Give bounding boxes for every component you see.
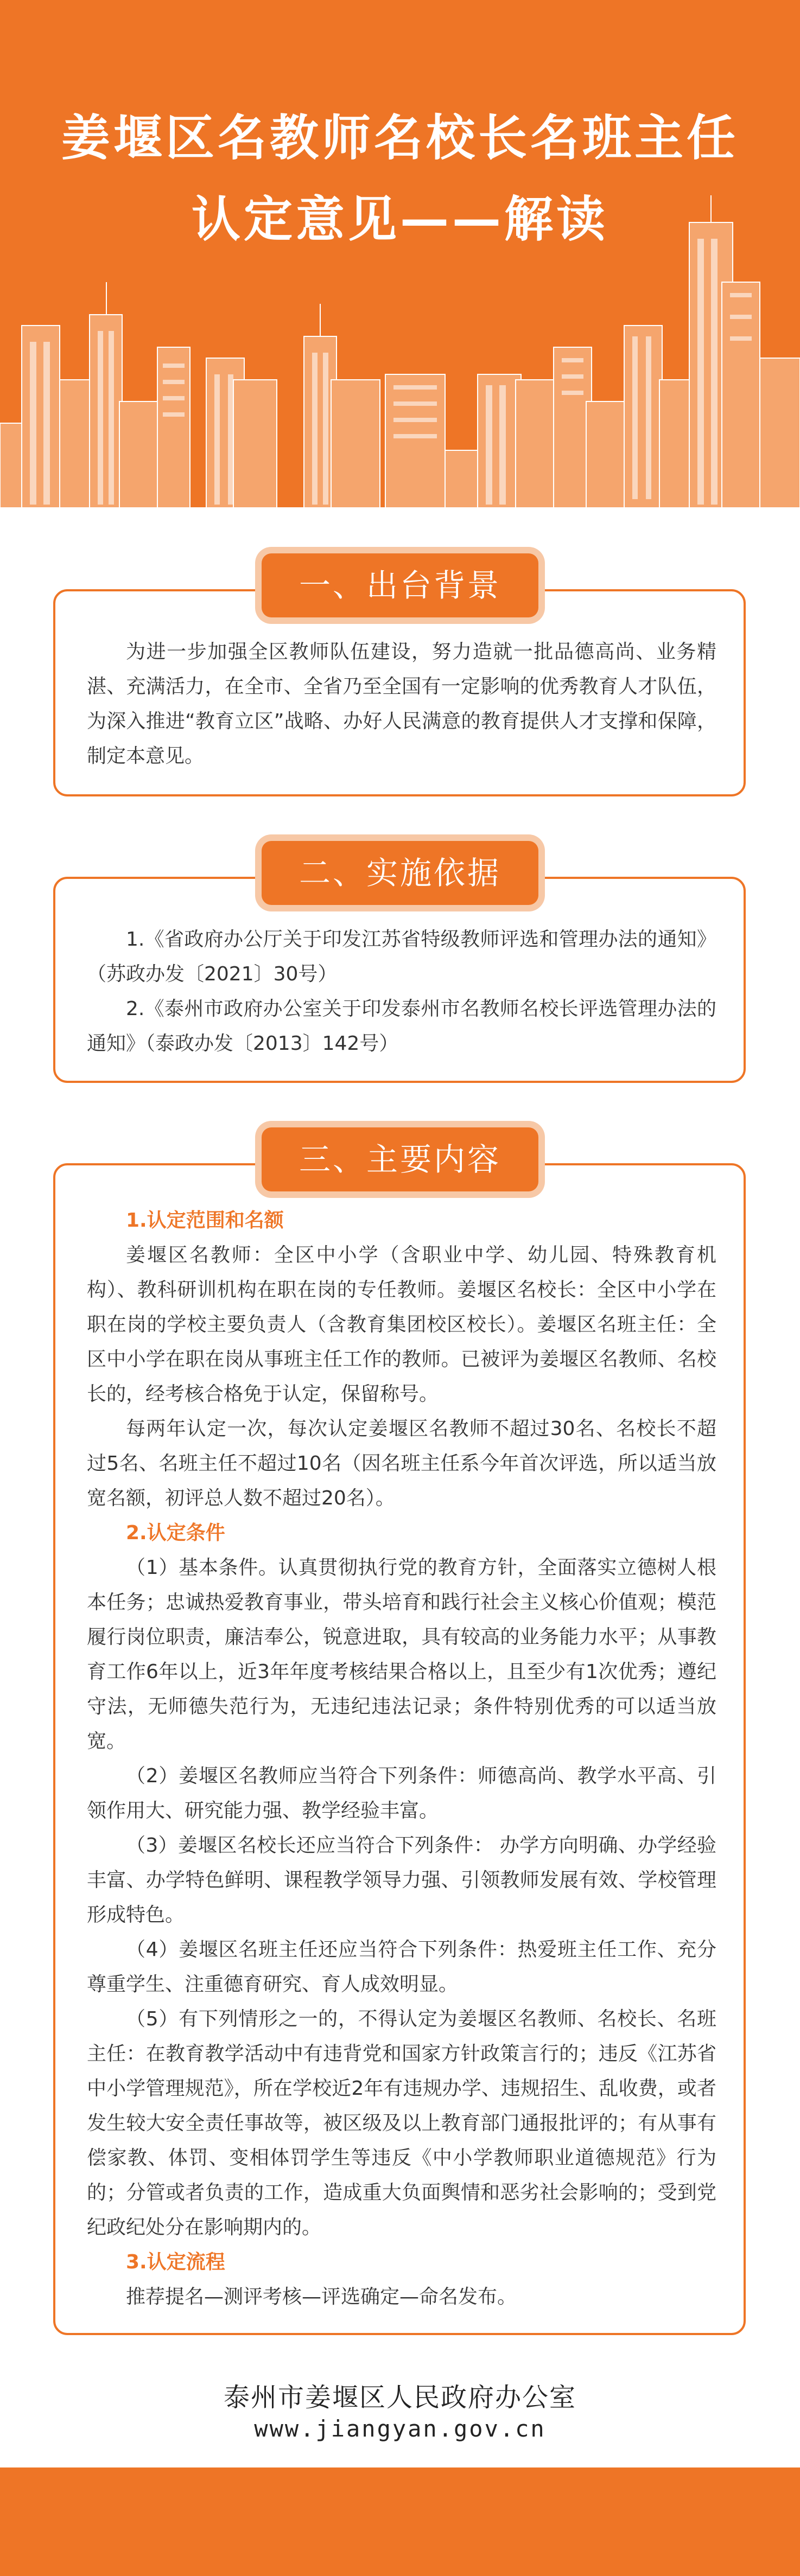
section-heading-badge bbox=[262, 553, 538, 617]
background-paragraph: 为进一步加强全区教师队伍建设，努力造就一批品德高尚、业务精湛、充满活力，在全市、全省乃至全国有一定影响的优秀教育人才队伍，为深入推进“教育立区”战略、办好人民满意的教育提供人才支撑和保障，制定本意见。 bbox=[87, 641, 716, 767]
page-title-line-1: 姜堰区名教师名校长名班主任 bbox=[61, 110, 739, 167]
section-heading-badge bbox=[262, 1127, 538, 1191]
footer-band bbox=[0, 2467, 800, 2576]
footer-website-link[interactable]: www.jiangyan.gov.cn bbox=[254, 2415, 546, 2442]
condition-teacher: （2）姜堰区名教师应当符合下列条件：师德高尚、教学水平高、引领作用大、研究能力强、教学经验丰富。 bbox=[87, 1765, 716, 1822]
section-background-card bbox=[53, 589, 746, 796]
header-banner bbox=[0, 0, 800, 521]
condition-principal: （3）姜堰区名校长还应当符合下列条件： 办学方向明确、办学经验丰富、办学特色鲜明、课程教学领导力强、引领教师发展有效、学校管理形成特色。 bbox=[87, 1834, 716, 1926]
condition-basic: （1）基本条件。认真贯彻执行党的教育方针，全面落实立德树人根本任务；忠诚热爱教育事业，带头培育和践行社会主义核心价值观；模范履行岗位职责，廉洁奉公，锐意进取，具有较高的业务能力水平；从事教育工作6年以上，近3年年度考核结果合格以上，且至少有1次优秀；遵纪守法，无师德失范行为，无违纪违法记录；条件特别优秀的可以适当放宽。 bbox=[87, 1557, 716, 1752]
condition-head-teacher: （4）姜堰区名班主任还应当符合下列条件：热爱班主任工作、充分尊重学生、注重德育研究、育人成效明显。 bbox=[87, 1939, 716, 1995]
section-heading-label: 二、实施依据 bbox=[299, 855, 501, 891]
city-skyline-illustration bbox=[0, 0, 800, 521]
subheading-conditions: 2.认定条件 bbox=[126, 1522, 225, 1544]
section-heading-label: 三、主要内容 bbox=[299, 1141, 501, 1178]
process-paragraph: 推荐提名—测评考核—评选确定—命名发布。 bbox=[126, 2286, 517, 2308]
section-content-card bbox=[53, 1163, 746, 2335]
subheading-process: 3.认定流程 bbox=[126, 2251, 225, 2273]
page-title-line-2: 认定意见——解读 bbox=[192, 191, 608, 248]
section-heading-label: 一、出台背景 bbox=[299, 567, 501, 604]
quota-paragraph: 每两年认定一次，每次认定姜堰区名教师不超过30名、名校长不超过5名、名班主任不超过10名（因名班主任系今年首次评选，所以适当放宽名额，初评总人数不超过20名）。 bbox=[87, 1418, 716, 1509]
scope-paragraph: 姜堰区名教师：全区中小学（含职业中学、幼儿园、特殊教育机构）、教科研训机构在职在岗的专任教师。姜堰区名校长：全区中小学在职在岗的学校主要负责人（含教育集团校区校长）。姜堰区名班主任：全区中小学在职在岗从事班主任工作的教师。已被评为姜堰区名教师、名校长的，经考核合格免于认定，保留称号。 bbox=[87, 1244, 716, 1405]
basis-item-1: 1.《省政府办公厅关于印发江苏省特级教师评选和管理办法的通知》（苏政办发〔2021〕30号） bbox=[87, 928, 716, 985]
section-basis-card bbox=[53, 877, 746, 1083]
subheading-scope: 1.认定范围和名额 bbox=[126, 1209, 284, 1232]
condition-exclusions: （5）有下列情形之一的，不得认定为姜堰区名教师、名校长、名班主任：在教育教学活动中有违背党和国家方针政策言行的；违反《江苏省中小学管理规范》，所在学校近2年有违规办学、违规招生、乱收费，或者发生较大安全责任事故等，被区级及以上教育部门通报批评的；有从事有偿家教、体罚、变相体罚学生等违反《中小学教师职业道德规范》行为的；分管或者负责的工作，造成重大负面舆情和恶劣社会影响的；受到党纪政纪处分在影响期内的。 bbox=[87, 2008, 716, 2239]
section-heading-badge bbox=[262, 841, 538, 905]
footer-organization: 泰州市姜堰区人民政府办公室 bbox=[223, 2382, 576, 2413]
basis-item-2: 2.《泰州市政府办公室关于印发泰州市名教师名校长评选管理办法的通知》（泰政办发〔2013〕142号） bbox=[87, 998, 716, 1055]
